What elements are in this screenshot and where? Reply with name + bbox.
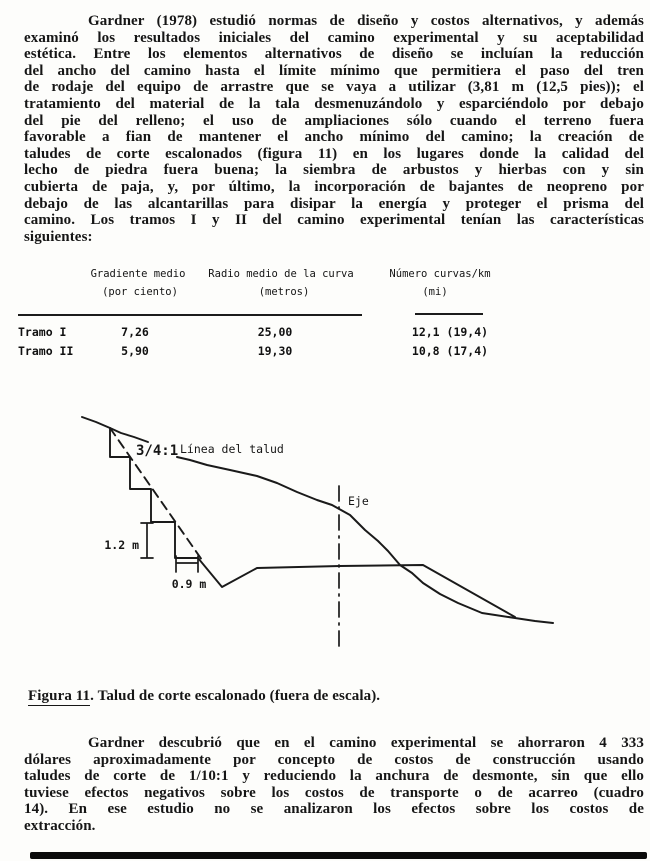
text-line: Gardner descubrió que en el camino experimental se ahorraron 4 333 [88, 735, 644, 751]
text-line: del pie del relleno; el uso de ampliaciones sólo cuando el terreno fuera [24, 112, 644, 129]
text-line: siguientes: [24, 228, 93, 245]
slope-line-label: Línea del talud [180, 442, 284, 456]
figure-caption-text: . Talud de corte escalonado (fuera de escala). [90, 688, 381, 704]
scan-edge-bar [30, 852, 647, 859]
text-line: camino. Los tramos I y II del camino experimental tenían las características [24, 212, 644, 229]
text-line: extracción. [24, 817, 96, 834]
cell-radio-2: 19,30 [257, 344, 293, 358]
text-line: taludes de corte de 1/10:1 y reduciendo la anchura de desmonte, sin que ello [24, 768, 644, 785]
col-subheader-gradiente: (por ciento) [102, 286, 178, 298]
text-line: estética. Entre los elementos alternativos de diseño se incluían la reducción [24, 46, 644, 63]
step-width-label: 0.9 m [171, 577, 207, 591]
text-line: de rodaje del equipo de arrastre que se vaya a utilizar (3,81 m (12,5 pies)); el [24, 79, 644, 96]
col-subheader-curvas: (mi) [422, 286, 448, 298]
col-header-curvas: Número curvas/km [389, 268, 491, 280]
text-line: tratamiento del material de la tala desmenuzándolo y esparciéndolo por debajo [24, 95, 644, 112]
text-line: del ancho del camino hasta el límite mínimo que permitiera el paso del tren [24, 62, 644, 79]
text-line: taludes de corte escalonados (figura 11) en los lugares donde la calidad del [24, 145, 644, 162]
cell-radio-1: 25,00 [257, 325, 293, 339]
cell-curvas-2: 10,8 (17,4) [411, 344, 489, 358]
text-line: favorable a fian de mantener el ancho mínimo del camino; la creación de [24, 129, 644, 146]
dimension-1-2m [141, 523, 153, 558]
text-line: lecho de piedra fuera buena; la siembra de arbustos y hierbas con y sin [24, 162, 644, 179]
col-subheader-radio: (metros) [258, 286, 310, 298]
eje-label: Eje [348, 494, 369, 508]
text-line: debajo de las alcantarillas para disipar la energía y proteger el prisma del [24, 195, 644, 212]
paragraph-2 [24, 735, 644, 835]
text-line: dólares aproximadamente por concepto de costos de construcción usando [24, 751, 644, 768]
slope-ratio-label: 3/4:1 [136, 443, 179, 459]
ground-line-top [82, 417, 148, 442]
figure-11-diagram [0, 402, 650, 664]
table-rule-left [18, 314, 362, 316]
table-rule-right [415, 313, 483, 315]
text-line: Gardner (1978) estudió normas de diseño y costos alternativos, y además [88, 13, 644, 29]
figure-caption-label: Figura 11 [28, 688, 91, 704]
col-header-radio: Radio medio de la curva [208, 268, 354, 280]
col-header-gradiente: Gradiente medio [90, 268, 186, 280]
row-label-tramo-2: Tramo II [18, 344, 74, 358]
text-line: cubierta de paja, y, por último, la incorporación de bajantes de neopreno por [24, 178, 644, 195]
cell-gradiente-2: 5,90 [121, 344, 149, 358]
cell-curvas-1: 12,1 (19,4) [411, 325, 489, 339]
step-height-label: 1.2 m [104, 538, 139, 552]
row-label-tramo-1: Tramo I [18, 325, 67, 339]
text-line: tuviese efectos negativos sobre los costos de transporte o de acarreo (cuadro [24, 784, 644, 801]
text-line: examinó los resultados iniciales del camino experimental y su aceptabilidad [24, 29, 644, 46]
ground-line [177, 457, 553, 623]
paragraph-1 [24, 13, 644, 245]
text-line: 14). En ese estudio no se analizaron los efectos sobre los costos de [24, 801, 644, 818]
figure-caption [28, 688, 628, 705]
cell-gradiente-1: 7,26 [121, 325, 149, 339]
